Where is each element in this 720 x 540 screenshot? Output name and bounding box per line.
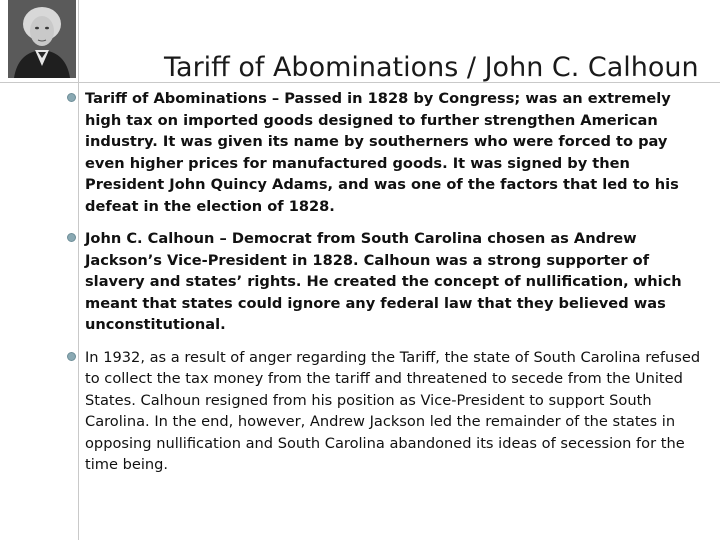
bullet-text: In 1932, as a result of anger regarding the Tariff, the state of South Carolina refused to collect the tax money from the tariff and threatened to secede from the United States. Calhoun resigned from his position as Vice-President to support South Carolina. In the end, however, Andrew Jackson led the remainder of the states in opposing nullification and South Carolina abandoned its ideas of secession for the time being. (85, 348, 701, 473)
bullet-text: John C. Calhoun – Democrat from South Carolina chosen as Andrew Jackson’s Vice-President in 1828. Calhoun was a strong supporter of slavery and states’ rights. He created the concept of nullification, which meant that states could ignore any federal law that they believed was unconstitutional. (85, 230, 682, 333)
calhoun-portrait-image (8, 0, 76, 78)
bullet-text: Tariff of Abominations – Passed in 1828 by Congress; was an extremely high tax on imported goods designed to further strengthen American industry. It was given its name by southerners who were forced to pay even higher prices for manufactured goods. It was signed by then President John Quincy Adams, and was one of the factors that led to his defeat in the election of 1828. (85, 90, 679, 215)
slide-title: Tariff of Abominations / John C. Calhoun (164, 52, 699, 83)
bullet-list (64, 88, 712, 476)
portrait-drawing (8, 0, 76, 78)
bullet-dot-icon (67, 352, 76, 361)
bullet-dot-icon (67, 233, 76, 242)
bullet-dot-icon (67, 93, 76, 102)
bullet-item (64, 347, 712, 476)
bullet-item (64, 228, 712, 336)
bullet-item (64, 88, 712, 217)
